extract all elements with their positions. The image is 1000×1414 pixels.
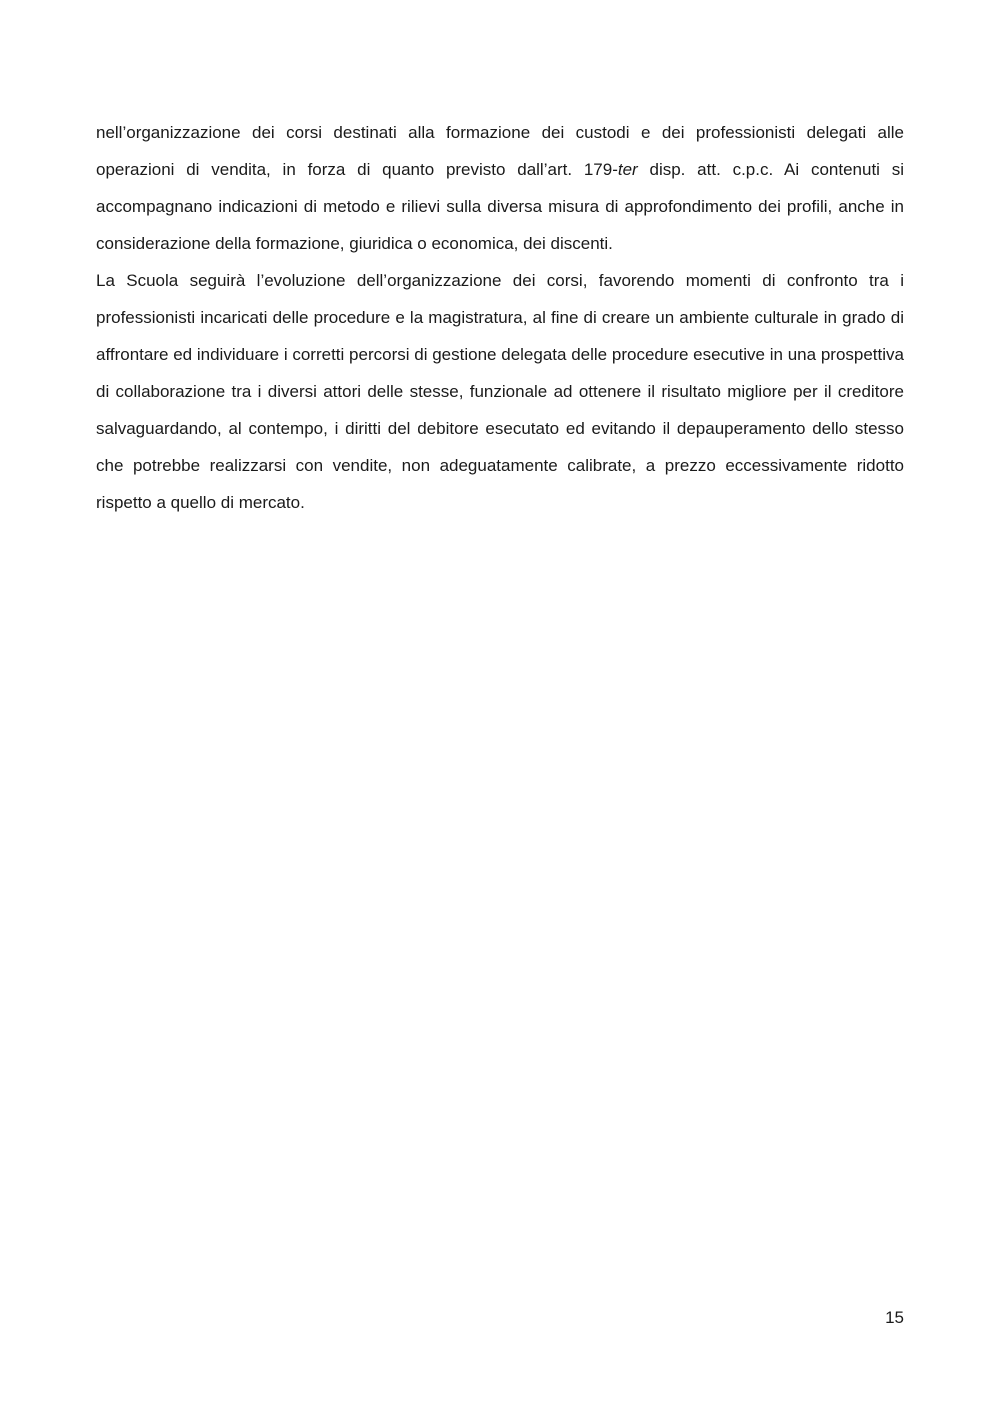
body-text	[96, 114, 904, 521]
paragraph-2: La Scuola seguirà l’evoluzione dell’organizzazione dei corsi, favorendo momenti di confronto tra i professionisti incaricati delle procedure e la magistratura, al fine di creare un ambiente culturale in grado di affrontare ed individuare i corretti percorsi di gestione delegata delle procedure esecutive in una prospettiva di collaborazione tra i diversi attori delle stesse, funzionale ad ottenere il risultato migliore per il creditore salvaguardando, al contempo, i diritti del debitore esecutato ed evitando il depauperamento dello stesso che potrebbe realizzarsi con vendite, non adeguatamente calibrate, a prezzo eccessivamente ridotto rispetto a quello di mercato.	[96, 271, 904, 512]
paragraph-1-text-start: nell’organizzazione dei corsi destinati alla formazione dei custodi e dei professionisti delegati alle operazioni di vendita, in forza di quanto previsto dall’art. 179-	[96, 123, 904, 179]
paragraph-1	[96, 114, 904, 262]
paragraph-1-italic-term: ter	[617, 160, 638, 179]
paragraph-1-text-end: disp. att. c.p.c. Ai contenuti si accompagnano indicazioni di metodo e rilievi sulla diversa misura di approfondimento dei profili, anche in considerazione della formazione, giuridica o economica, dei discenti.	[96, 160, 905, 253]
page-number: 15	[885, 1308, 904, 1327]
